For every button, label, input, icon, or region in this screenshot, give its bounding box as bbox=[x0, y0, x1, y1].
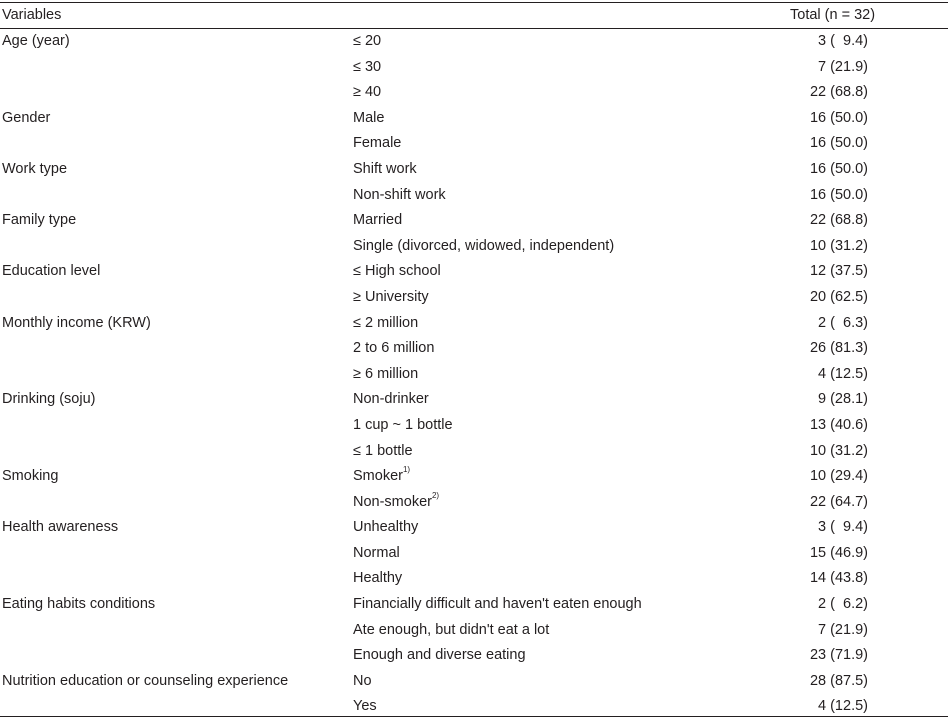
value-cell: 10 (29.4) bbox=[809, 468, 868, 485]
table-row bbox=[0, 490, 948, 516]
variable-cell: Eating habits conditions bbox=[2, 596, 156, 613]
table-row bbox=[0, 208, 948, 234]
category-text: Healthy bbox=[353, 570, 403, 587]
category-text: ≤ High school bbox=[353, 263, 441, 280]
table-row bbox=[0, 643, 948, 669]
variable-cell: Smoking bbox=[2, 468, 59, 485]
value-cell: 15 (46.9) bbox=[809, 544, 868, 561]
category-text: Enough and diverse eating bbox=[353, 647, 526, 664]
category-text: Ate enough, but didn't eat a lot bbox=[353, 621, 550, 638]
value-cell: 3 ( 9.4) bbox=[818, 519, 868, 536]
category-text: Non-smoker bbox=[353, 493, 432, 510]
table-row bbox=[0, 413, 948, 439]
value-cell: 16 (50.0) bbox=[809, 135, 868, 152]
value-cell: 2 ( 6.2) bbox=[818, 596, 868, 613]
category-cell bbox=[353, 618, 549, 643]
value-cell: 10 (31.2) bbox=[809, 237, 868, 254]
category-text: Yes bbox=[353, 698, 377, 715]
table-row bbox=[0, 387, 948, 413]
category-text: Normal bbox=[353, 544, 400, 561]
variable-cell: Education level bbox=[2, 263, 101, 280]
table-row bbox=[0, 566, 948, 592]
value-cell: 13 (40.6) bbox=[809, 416, 868, 433]
category-cell bbox=[353, 80, 381, 105]
value-cell: 12 (37.5) bbox=[809, 263, 868, 280]
category-cell bbox=[353, 106, 384, 131]
category-cell bbox=[353, 336, 434, 361]
category-cell bbox=[353, 592, 642, 617]
value-cell: 16 (50.0) bbox=[809, 160, 868, 177]
table-row bbox=[0, 592, 948, 618]
category-text: Unhealthy bbox=[353, 519, 419, 536]
value-cell: 3 ( 9.4) bbox=[818, 33, 868, 49]
category-cell bbox=[353, 183, 446, 208]
value-cell: 26 (81.3) bbox=[809, 340, 868, 357]
value-cell: 10 (31.2) bbox=[809, 442, 868, 459]
value-cell: 7 (21.9) bbox=[818, 621, 868, 638]
value-cell: 22 (68.8) bbox=[809, 84, 868, 101]
footnote-marker: 2) bbox=[431, 490, 440, 500]
category-text: Male bbox=[353, 109, 385, 126]
value-cell: 7 (21.9) bbox=[818, 58, 868, 75]
category-cell bbox=[353, 439, 413, 464]
variable-cell: Work type bbox=[2, 160, 68, 177]
table-row bbox=[0, 183, 948, 209]
category-text: ≥ University bbox=[353, 288, 429, 305]
category-cell bbox=[353, 29, 381, 54]
category-cell bbox=[353, 362, 418, 387]
value-cell: 16 (50.0) bbox=[809, 186, 868, 203]
table-row bbox=[0, 106, 948, 132]
table-row bbox=[0, 55, 948, 81]
category-text: Female bbox=[353, 135, 402, 152]
category-text: Non-shift work bbox=[353, 186, 446, 203]
category-cell bbox=[353, 234, 614, 259]
table-row bbox=[0, 618, 948, 644]
table-row bbox=[0, 669, 948, 695]
value-cell: 28 (87.5) bbox=[809, 672, 868, 689]
table-header bbox=[0, 4, 948, 28]
category-cell bbox=[353, 131, 401, 156]
variable-cell: Gender bbox=[2, 109, 51, 126]
category-text: ≤ 30 bbox=[353, 58, 382, 75]
value-cell: 4 (12.5) bbox=[818, 365, 868, 382]
table-body bbox=[0, 29, 948, 720]
top-rule bbox=[0, 2, 948, 3]
bottom-rule bbox=[0, 716, 948, 717]
value-cell: 23 (71.9) bbox=[809, 647, 868, 664]
category-cell bbox=[353, 208, 402, 233]
category-text: Married bbox=[353, 212, 403, 229]
table-row bbox=[0, 234, 948, 260]
category-cell bbox=[353, 541, 400, 566]
category-text: ≤ 20 bbox=[353, 33, 382, 49]
category-cell bbox=[353, 285, 429, 310]
category-cell bbox=[353, 157, 417, 182]
value-cell: 9 (28.1) bbox=[818, 391, 868, 408]
category-cell bbox=[353, 387, 429, 412]
table-row bbox=[0, 541, 948, 567]
table-row bbox=[0, 464, 948, 490]
category-cell bbox=[353, 55, 381, 80]
variable-cell: Age (year) bbox=[2, 33, 70, 49]
category-text: Single (divorced, widowed, independent) bbox=[353, 237, 615, 254]
variable-cell: Health awareness bbox=[2, 519, 119, 536]
category-text: ≥ 40 bbox=[353, 84, 382, 101]
value-cell: 22 (64.7) bbox=[809, 493, 868, 510]
category-cell bbox=[353, 413, 453, 438]
table-row bbox=[0, 157, 948, 183]
header-total: Total (n = 32) bbox=[790, 7, 876, 23]
category-text: Smoker bbox=[353, 468, 403, 485]
category-cell bbox=[353, 515, 418, 540]
variable-cell: Drinking (soju) bbox=[2, 391, 96, 408]
table-row bbox=[0, 515, 948, 541]
table-row bbox=[0, 259, 948, 285]
category-text: 2 to 6 million bbox=[353, 340, 435, 357]
variable-cell: Monthly income (KRW) bbox=[2, 314, 151, 331]
category-text: ≥ 6 million bbox=[353, 365, 419, 382]
value-cell: 20 (62.5) bbox=[809, 288, 868, 305]
table-row bbox=[0, 362, 948, 388]
footnote-marker: 1) bbox=[402, 465, 411, 475]
category-cell bbox=[353, 566, 402, 591]
category-cell bbox=[353, 259, 441, 284]
category-text: No bbox=[353, 672, 372, 689]
category-text: Shift work bbox=[353, 160, 417, 177]
category-cell bbox=[353, 311, 418, 336]
variable-cell: Nutrition education or counseling experience bbox=[2, 672, 289, 689]
category-text: Financially difficult and haven't eaten enough bbox=[353, 596, 642, 613]
category-cell bbox=[353, 464, 410, 489]
value-cell: 2 ( 6.3) bbox=[818, 314, 868, 331]
header-variables: Variables bbox=[2, 7, 62, 23]
category-text: 1 cup ~ 1 bottle bbox=[353, 416, 453, 433]
table-row bbox=[0, 80, 948, 106]
category-cell bbox=[353, 669, 372, 694]
value-cell: 16 (50.0) bbox=[809, 109, 868, 126]
table-row bbox=[0, 439, 948, 465]
table-row bbox=[0, 311, 948, 337]
category-text: ≤ 2 million bbox=[353, 314, 419, 331]
table-row bbox=[0, 285, 948, 311]
value-cell: 14 (43.8) bbox=[809, 570, 868, 587]
table-row bbox=[0, 336, 948, 362]
value-cell: 22 (68.8) bbox=[809, 212, 868, 229]
category-text: Non-drinker bbox=[353, 391, 429, 408]
table-row bbox=[0, 29, 948, 55]
table-row bbox=[0, 131, 948, 157]
category-cell bbox=[353, 490, 439, 515]
category-text: ≤ 1 bottle bbox=[353, 442, 413, 459]
variable-cell: Family type bbox=[2, 212, 77, 229]
category-cell bbox=[353, 643, 526, 668]
value-cell: 4 (12.5) bbox=[818, 698, 868, 715]
